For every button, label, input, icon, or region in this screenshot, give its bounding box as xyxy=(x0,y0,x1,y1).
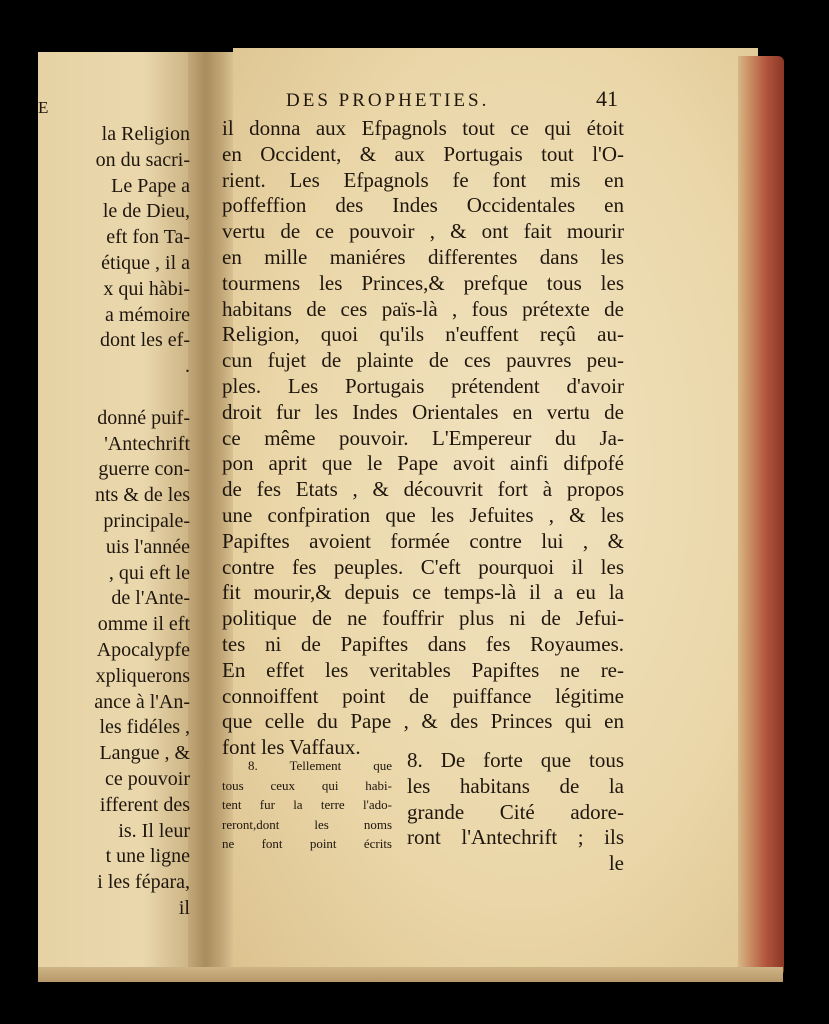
left-page-line: on du sacri- xyxy=(95,148,190,171)
left-page-line: Le Pape a xyxy=(111,174,190,197)
text-line: tes ni de Papiftes dans fes Royaumes. xyxy=(222,631,624,656)
footnote-line: 8. Tellement que xyxy=(248,758,392,773)
left-page-line: t une ligne xyxy=(105,845,190,868)
text-line: font les Vaffaux. xyxy=(222,735,361,760)
left-page-line: il xyxy=(178,896,190,919)
footnote-line: ne font point écrits xyxy=(222,836,392,852)
left-page-line: is. Il leur xyxy=(118,819,190,842)
left-running-head-fragment: E xyxy=(38,98,51,117)
left-page-line: , qui eft le xyxy=(108,561,190,584)
text-line: poffeffion des Indes Occidentales en xyxy=(222,193,624,218)
text-line: rient. Les Efpagnols fe font mis en xyxy=(222,167,624,192)
footnote-line: tent fur la terre l'ado- xyxy=(222,797,392,813)
verse-line: 8. De forte que tous xyxy=(407,748,624,772)
left-page-line xyxy=(0,380,190,406)
left-page-line: a mémoire xyxy=(105,303,190,326)
main-text-block xyxy=(222,116,624,761)
running-head xyxy=(248,86,618,116)
left-page-line: i les fépara, xyxy=(97,871,190,894)
text-line: habitans de ces païs-là , fous prétexte de xyxy=(222,296,624,321)
text-line: Papiftes avoient formée contre lui , & xyxy=(222,528,624,553)
left-page-line: ce pouvoir xyxy=(105,767,190,790)
text-line: en Occident, & aux Portugais tout l'O- xyxy=(222,141,624,166)
left-page-line: uis l'année xyxy=(105,535,190,558)
text-line: connoiffent point de puiffance légitime xyxy=(222,683,624,708)
text-line: politique de ne fouffrir plus ni de Jefui- xyxy=(222,606,624,631)
left-page-line: Apocalypfe xyxy=(96,638,190,661)
left-page-line: les fidéles , xyxy=(99,716,190,739)
verse-line: grande Cité adore- xyxy=(407,799,624,824)
running-title: DES PROPHETIES. xyxy=(286,90,490,111)
left-page-line: guerre con- xyxy=(98,458,190,481)
text-line: droit fur les Indes Orientales en vertu de xyxy=(222,399,624,424)
text-line: en mille maniéres differentes dans les xyxy=(222,244,624,269)
text-line: vertu de ce pouvoir , & ont fait mourir xyxy=(222,219,624,244)
left-page-text-clip xyxy=(38,52,188,972)
left-page-line: 'Antechrift xyxy=(104,432,190,455)
left-page-text xyxy=(0,122,190,922)
left-page-line: x qui hàbi- xyxy=(103,277,190,300)
left-page-line: donné puif- xyxy=(97,406,190,429)
text-line: ples. Les Portugais prétendent d'avoir xyxy=(222,373,624,398)
text-line: Religion, quoi qu'ils n'euffent reçû au- xyxy=(222,322,624,347)
left-page-line: . xyxy=(185,355,190,378)
verse-line: le xyxy=(608,851,624,876)
left-page-line: nts & de les xyxy=(95,484,190,507)
page-number: 41 xyxy=(596,86,618,111)
left-page-line: eft fon Ta- xyxy=(106,226,190,249)
margin-footnote xyxy=(222,756,392,854)
text-line: que celle du Pape , & des Princes qui en xyxy=(222,709,624,734)
text-line: contre fes peuples. C'eft pourquoi il les xyxy=(222,554,624,579)
left-page-line: étique , il a xyxy=(101,251,190,274)
footnote-line: reront,dont les noms xyxy=(222,816,392,832)
left-page-line: ifferent des xyxy=(99,793,190,816)
page-edge-red xyxy=(738,56,784,976)
left-page-line: principale- xyxy=(103,509,190,532)
verse-line: ront l'Antechrift ; ils xyxy=(407,825,624,850)
left-page-line: de l'Ante- xyxy=(111,587,190,610)
left-page-line: ance à l'An- xyxy=(94,690,190,713)
text-line: il donna aux Efpagnols tout ce qui étoit xyxy=(222,116,624,140)
left-page-line: le de Dieu, xyxy=(102,200,190,223)
text-line: cun fujet de plainte de ces pauvres peu- xyxy=(222,348,624,373)
left-page-line: Langue , & xyxy=(99,742,190,765)
verse-line: les habitans de la xyxy=(407,773,624,798)
left-page-line: la Religion xyxy=(101,123,190,145)
left-page-line: xpliquerons xyxy=(95,664,190,687)
text-line: fit mourir,& depuis ce temps-là il a eu la xyxy=(222,580,624,605)
text-line: tourmens les Princes,& prefque tous les xyxy=(222,270,624,295)
text-line: de fes Etats , & découvrit fort à propos xyxy=(222,477,624,502)
verse-text xyxy=(407,748,624,877)
text-line: ce même pouvoir. L'Empereur du Ja- xyxy=(222,425,624,450)
text-line: une confpiration que les Jefuites , & les xyxy=(222,502,624,527)
text-line: En effet les veritables Papiftes ne re- xyxy=(222,657,624,682)
text-line: pon aprit que le Pape avoit ainfi difpofé xyxy=(222,451,624,476)
left-page-line: omme il eft xyxy=(97,613,190,636)
left-page-line: dont les ef- xyxy=(100,329,190,352)
footnote-line: tous ceux qui habi- xyxy=(222,777,392,793)
